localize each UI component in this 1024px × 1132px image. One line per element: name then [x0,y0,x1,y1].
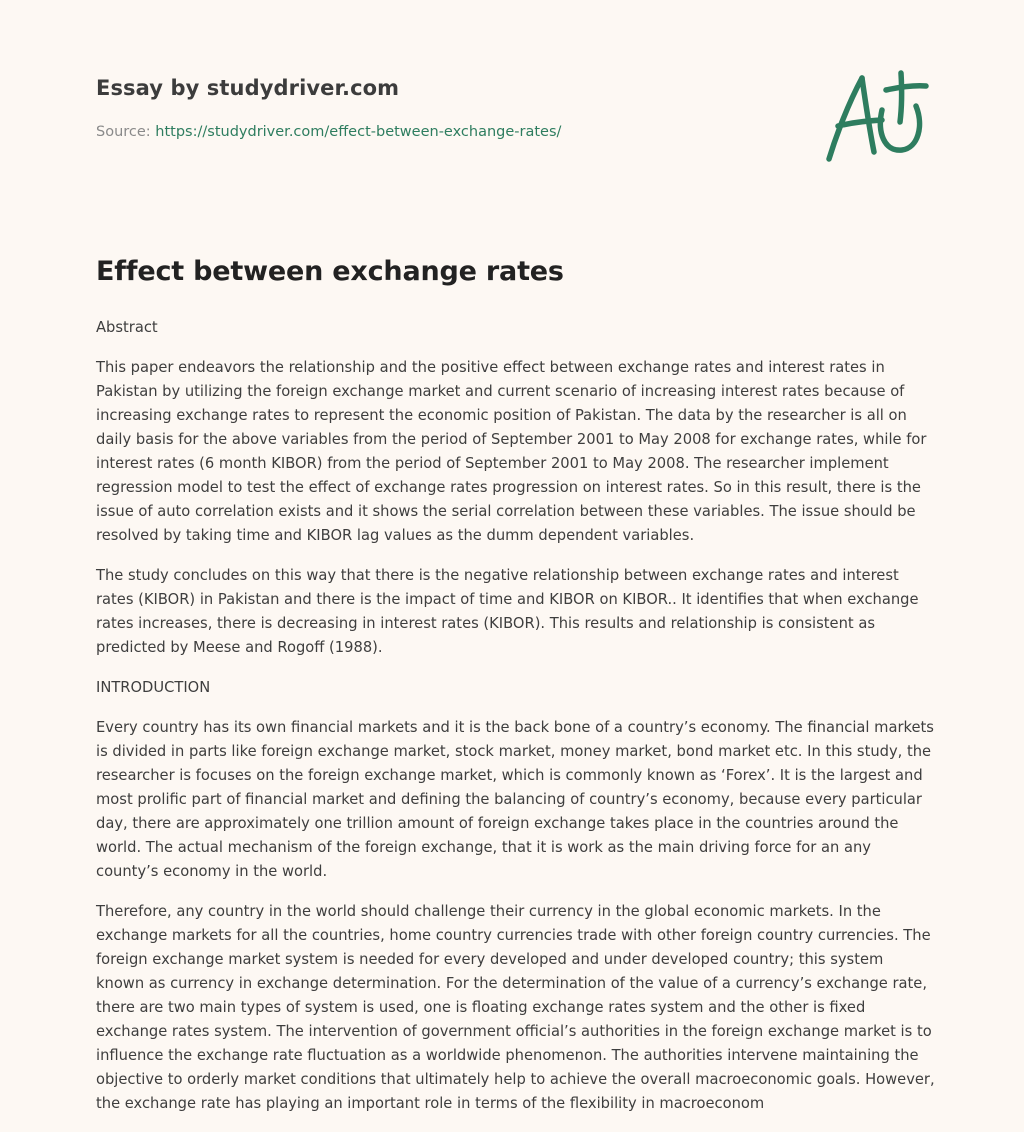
section-heading-abstract: Abstract [96,319,158,336]
essay-paragraph: Therefore, any country in the world should challenge their currency in the global economic markets. In the exchange markets for all the countries, home country currencies trade with other foreign country currencies. The foreign exchange market system is needed for every developed and under developed country; this system known as currency in exchange determination. For the determination of the value of a currency’s exchange rate, there are two main types of system is used, one is floating exchange rates system and the other is fixed exchange rates system. The intervention of government official’s authorities in the foreign exchange market is to influence the exchange rate fluctuation as a worldwide phenomenon. The authorities intervene maintaining the objective to orderly market conditions that ultimately help to achieve the overall macroeconomic goals. However, the exchange rate has playing an important role in terms of the flexibility in macroeconom [96,903,935,1112]
site-title: Essay by studydriver.com [96,76,400,100]
essay-paragraph: Every country has its own financial markets and it is the back bone of a country’s economy. The financial markets is divided in parts like foreign exchange market, stock market, money market, bond market etc. In this study, the researcher is focuses on the foreign exchange market, which is commonly known as ‘Forex’. It is the largest and most prolific part of financial market and defining the balancing of country’s economy, because every particular day, there are approximately one trillion amount of foreign exchange takes place in the countries around the world. The actual mechanism of the foreign exchange, that it is work as the main driving force for an any county’s economy in the world. [96,719,934,880]
source-line [96,124,561,140]
section-heading-introduction: INTRODUCTION [96,679,211,696]
source-label: Source: [96,124,151,140]
source-link[interactable]: https://studydriver.com/effect-between-exchange-rates/ [155,124,562,140]
essay-paragraph: This paper endeavors the relationship and the positive effect between exchange rates and interest rates in Pakistan by utilizing the foreign exchange market and current scenario of increasing interest rates because of increasing exchange rates to represent the economic position of Pakistan. The data by the researcher is all on daily basis for the above variables from the period of September 2001 to May 2008 for exchange rates, while for interest rates (6 month KIBOR) from the period of September 2001 to May 2008. The researcher implement regression model to test the effect of exchange rates progression on interest rates. So in this result, there is the issue of auto correlation exists and it shows the serial correlation between these variables. The issue should be resolved by taking time and KIBOR lag values as the dumm dependent variables. [96,359,927,544]
essay-title: Effect between exchange rates [96,256,564,287]
essay-paragraph: The study concludes on this way that there is the negative relationship between exchange rates and interest rates (KIBOR) in Pakistan and there is the impact of time and KIBOR on KIBOR.. It identifies that when exchange rates increases, there is decreasing in interest rates (KIBOR). This results and relationship is consistent as predicted by Meese and Rogoff (1988). [96,567,919,656]
a-plus-logo-icon [820,66,930,166]
essay-body [96,316,936,1132]
